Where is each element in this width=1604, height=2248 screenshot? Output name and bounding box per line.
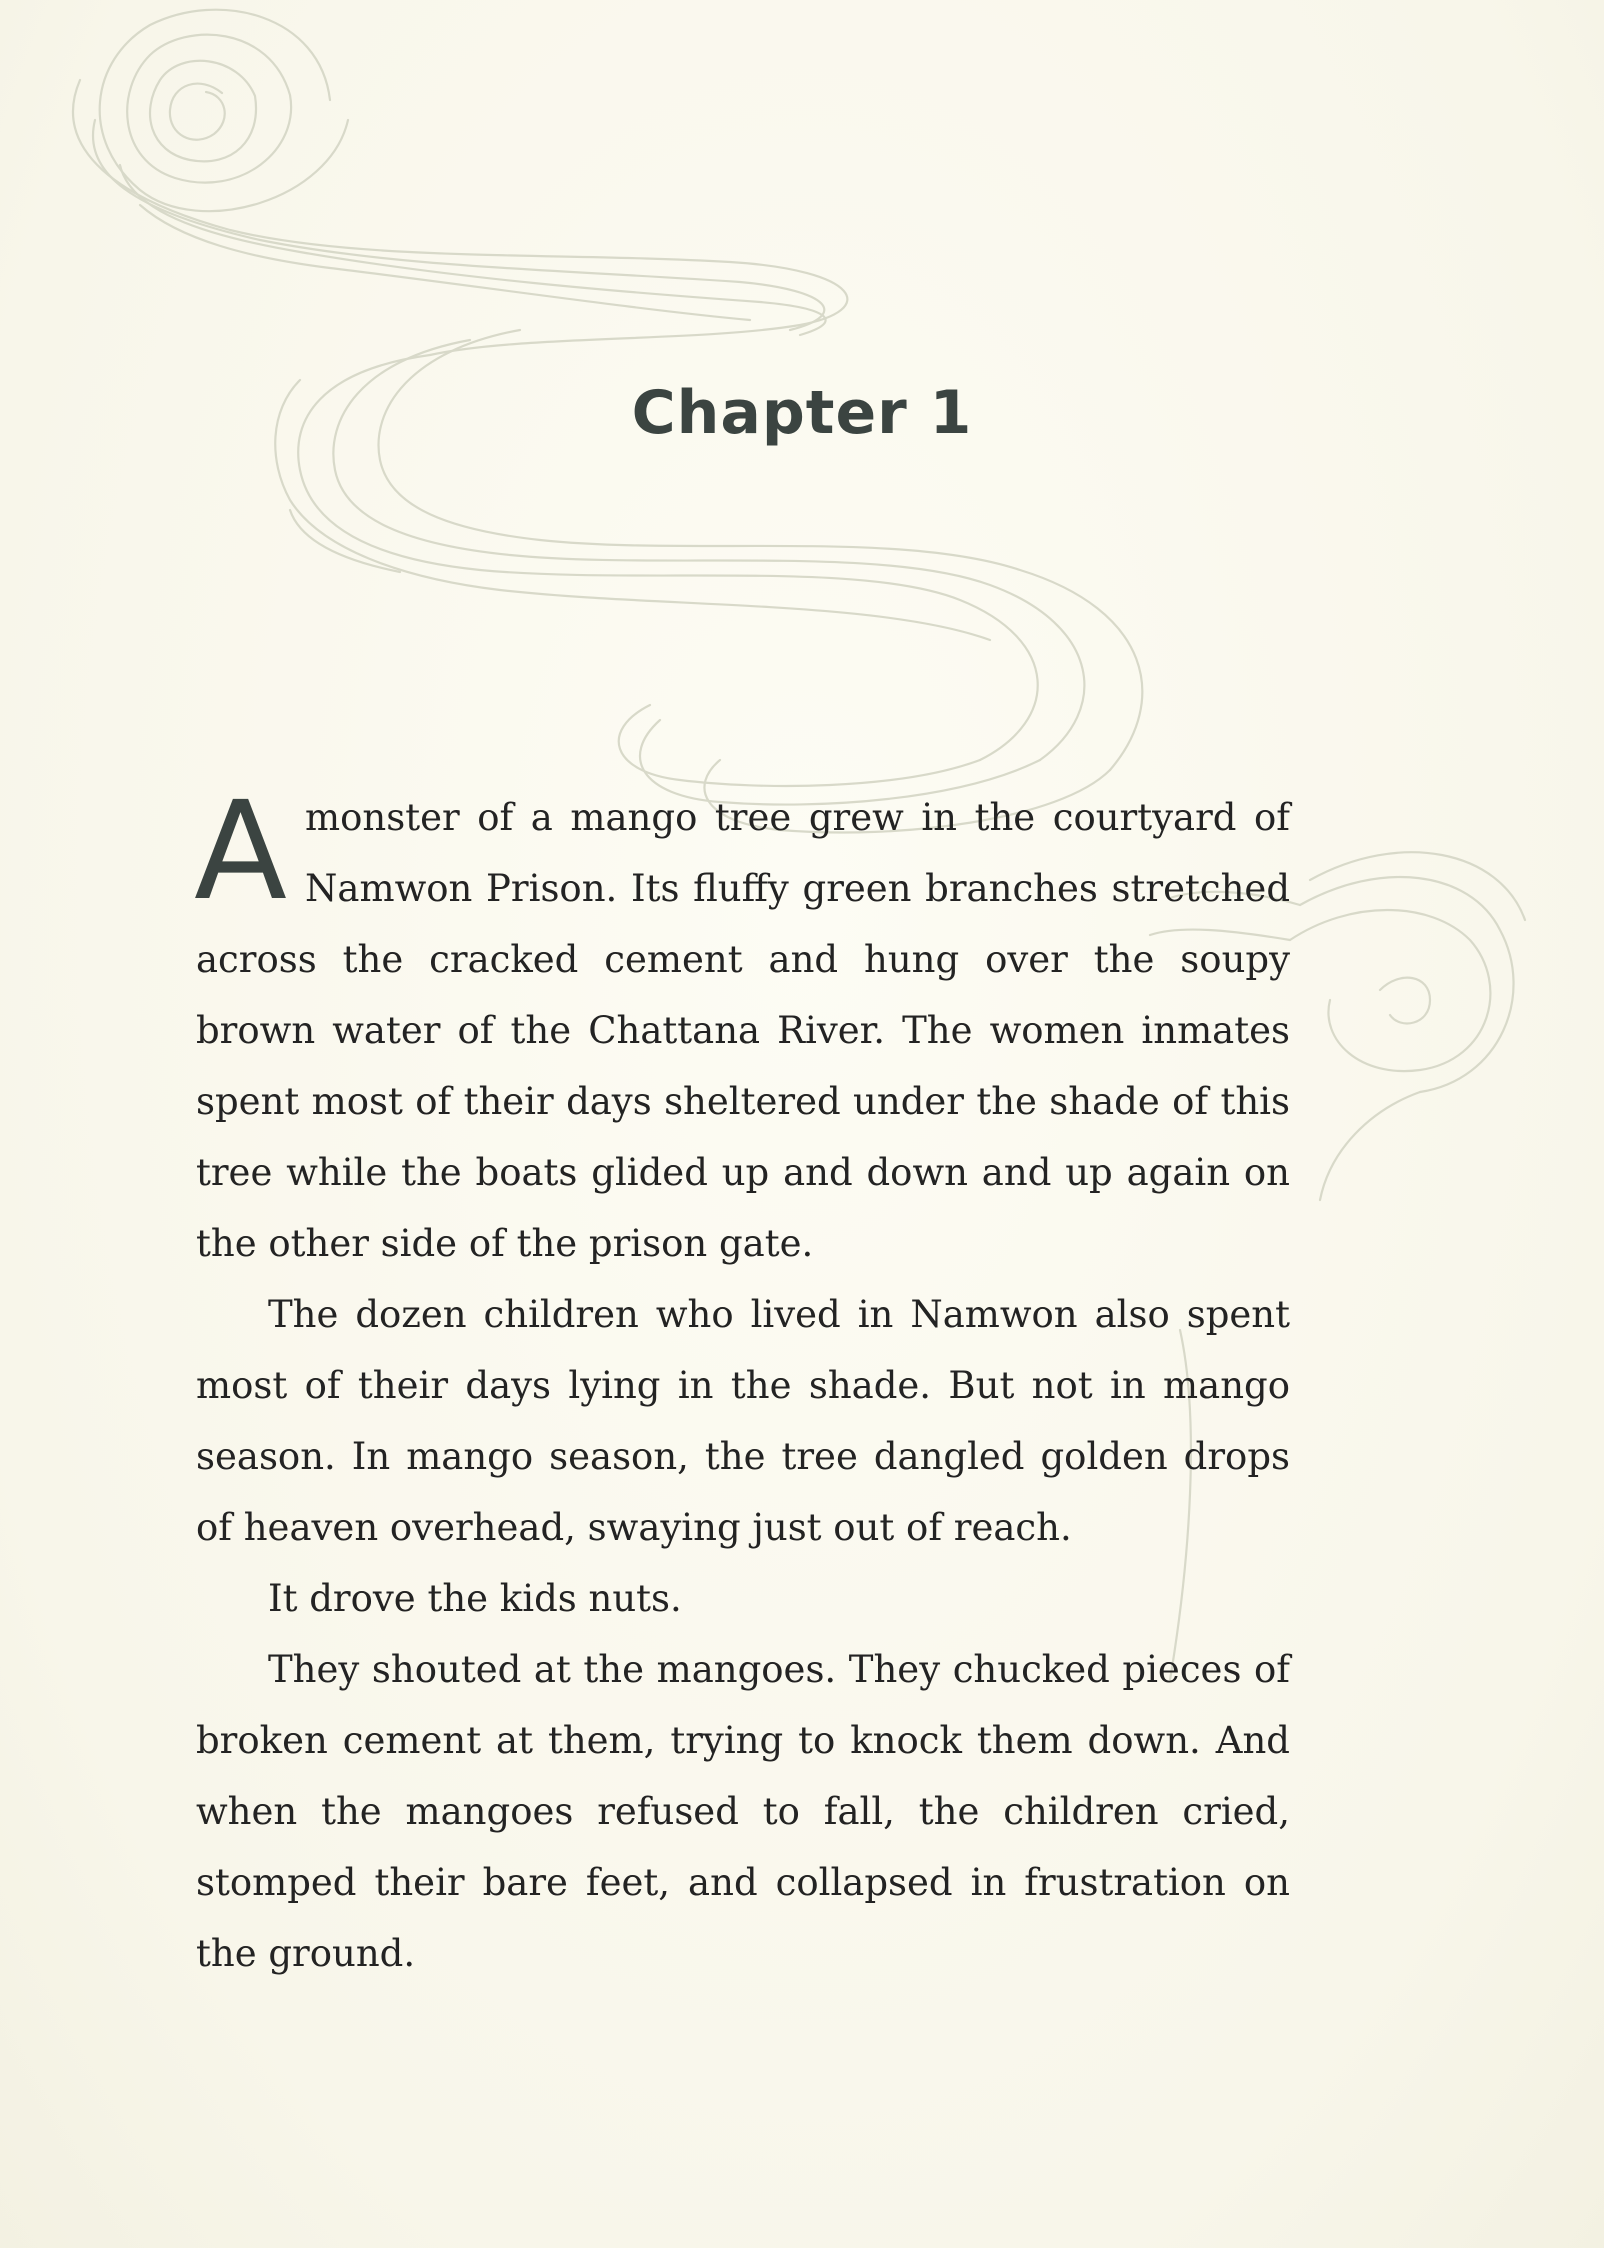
chapter-body xyxy=(194,773,1290,1989)
paragraph-1 xyxy=(194,773,1290,1279)
paragraph-1-text: monster of a mango tree grew in the courtyard of Namwon Prison. Its fluffy green branches stretched across the cracked cement and hung over the soupy brown water of the Chattana River. The women inmates spent most of their days sheltered under the shade of this tree while the boats glided up and down and up again on the other side of the prison gate. xyxy=(196,796,1290,1265)
paragraph-2: The dozen children who lived in Namwon also spent most of their days lying in the shade. But not in mango season. In mango season, the tree dangled golden drops of heaven overhead, swaying just out of reach. xyxy=(196,1293,1290,1549)
paragraph-3: It drove the kids nuts. xyxy=(268,1577,682,1620)
chapter-title: Chapter 1 xyxy=(631,378,973,448)
paragraph-4: They shouted at the mangoes. They chucked pieces of broken cement at them, trying to knock them down. And when the mangoes refused to fall, the children cried, stomped their bare feet, and collapsed in frustration on the ground. xyxy=(196,1648,1290,1975)
drop-cap: A xyxy=(194,773,288,931)
